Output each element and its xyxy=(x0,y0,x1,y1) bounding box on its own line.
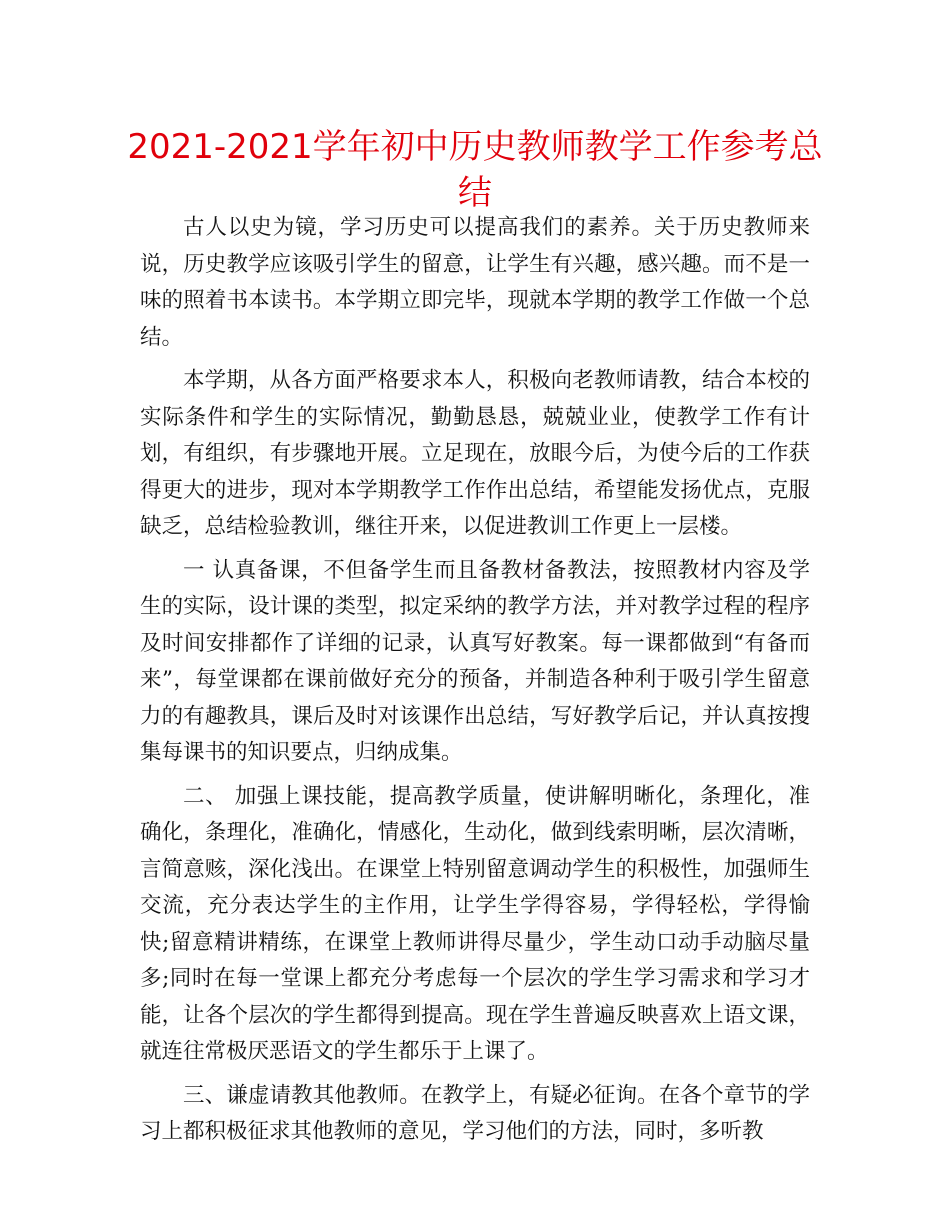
paragraph-teaching-skills: 二、 加强上课技能，提高教学质量，使讲解明晰化，条理化，准确化，条理化，准确化，情感化，生动化，做到线索明晰，层次清晰，言简意赅，深化浅出。在课堂上特别留意调动学生的积极性，加强师生交流，充分表达学生的主作用，让学生学得容易，学得轻松，学得愉快;留意精讲精练，在课堂上教师讲得尽量少，学生动口动手动脑尽量多;同时在每一堂课上都充分考虑每一个层次的学生学习需求和学习才能，让各个层次的学生都得到提高。现在学生普遍反映喜欢上语文课，就连往常极厌恶语文的学生都乐于上课了。 xyxy=(140,783,810,1064)
paragraph-lesson-preparation: 一 认真备课，不但备学生而且备教材备教法，按照教材内容及学生的实际，设计课的类型，拟定采纳的教学方法，并对教学过程的程序及时间安排都作了详细的记录，认真写好教案。每一课都做到“有备而来”，每堂课都在课前做好充分的预备，并制造各种利于吸引学生留意力的有趣教具，课后及时对该课作出总结，写好教学后记，并认真按搜集每课书的知识要点，归纳成集。 xyxy=(140,557,810,765)
paragraph-intro: 古人以史为镜，学习历史可以提高我们的素养。关于历史教师来说，历史教学应该吸引学生的留意，让学生有兴趣，感兴趣。而不是一味的照着书本读书。本学期立即完毕，现就本学期的教学工作做一个总结。 xyxy=(140,215,810,350)
document-title: 2021-2021学年初中历史教师教学工作参考总结 xyxy=(127,127,823,213)
document-body xyxy=(140,210,810,1158)
paragraph-consult-teachers: 三、谦虚请教其他教师。在教学上，有疑必征询。在各个章节的学习上都积极征求其他教师的意见，学习他们的方法，同时，多听教 xyxy=(140,1082,810,1144)
paragraph-semester-overview: 本学期，从各方面严格要求本人，积极向老教师请教，结合本校的实际条件和学生的实际情况，勤勤恳恳，兢兢业业，使教学工作有计划，有组织，有步骤地开展。立足现在，放眼今后，为使今后的工作获得更大的进步，现对本学期教学工作作出总结，希望能发扬优点，克服缺乏，总结检验教训，继往开来，以促进教训工作更上一层楼。 xyxy=(140,368,810,539)
